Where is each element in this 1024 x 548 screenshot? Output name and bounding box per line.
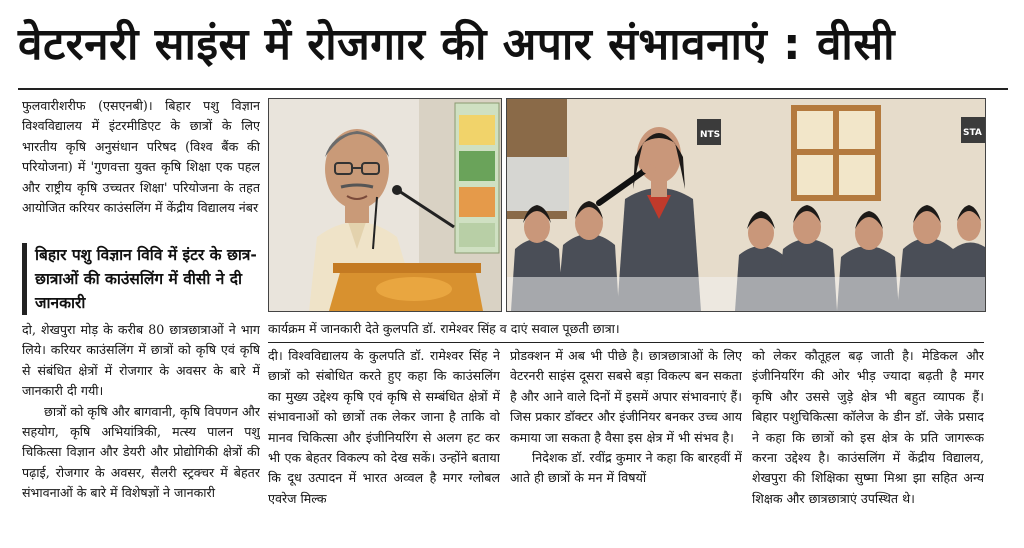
column-1-top-text	[22, 96, 260, 239]
column-2-text	[268, 346, 500, 544]
headline-rule	[18, 88, 1008, 90]
photo-speaker	[268, 98, 502, 312]
col1-top-paragraph: फुलवारीशरीफ (एसएनबी)। बिहार पशु विज्ञान विश्वविद्यालय में इंटरमीडिएट के छात्रों के लिए भारतीय कृषि अनुसंधान परिषद (विश्व बैंक की परियोजना) में 'गुणवत्ता युक्त कृषि शिक्षा एक पहल और राष्ट्रीय कृषि उच्चतर शिक्षा' परियोजना के तहत आयोजित करियर काउंसलिंग में केंद्रीय विद्यालय नंबर	[22, 98, 260, 216]
col4-paragraph-1: को लेकर कौतूहल बढ़ जाती है। मेडिकल और इंजीनियरिंग की ओर भीड़ ज्यादा बढ़ती है मगर कृषि और उससे जुड़े क्षेत्र भी बहुत व्यापक हैं। बिहार पशुचिकित्सा कॉलेज के डीन डॉ. जेके प्रसाद ने कहा कि छात्रों को इस क्षेत्र के प्रति जागरूक करना उद्देश्य है। काउंसलिंग में केंद्रीय विद्यालय, शेखपुरा की शिक्षिका सुष्मा मिश्रा झा सहित अन्य शिक्षक और छात्रछात्राएं उपस्थित थे।	[752, 348, 984, 506]
sign-text-1: NTS	[700, 130, 721, 140]
subheadline: बिहार पशु विज्ञान विवि में इंटर के छात्र-छात्राओं की काउंसलिंग में वीसी ने दी जानकारी	[22, 243, 267, 315]
sign-text-2: STA	[963, 128, 982, 138]
col3-paragraph-1: प्रोडक्शन में अब भी पीछे है। छात्रछात्राओं के लिए वेटरनरी साइंस दूसरा सबसे बड़ा विकल्प बन सकता है और आने वाले दिनों में इसमें अपार संभावनाएं हैं। जिस प्रकार डॉक्टर और इंजीनियर बनकर उच्च आय कमाया जा सकता है वैसा इस क्षेत्र में भी संभव है।	[510, 348, 742, 445]
students-photo-illustration	[507, 99, 985, 311]
headline: वेटरनरी साइंस में रोजगार की अपार संभावनाएं : वीसी	[18, 19, 895, 70]
column-1-bottom-text	[22, 320, 260, 544]
column-4-text	[752, 346, 984, 544]
column-3-text	[510, 346, 742, 544]
col3-paragraph-2: निदेशक डॉ. रवींद्र कुमार ने कहा कि बारहवीं में आते ही छात्रों के मन में विषयों	[510, 450, 742, 486]
photo-caption: कार्यक्रम में जानकारी देते कुलपति डॉ. रामेश्वर सिंह व दाएं सवाल पूछती छात्रा।	[268, 321, 620, 336]
col1-bottom-paragraph-1: दो, शेखपुरा मोड़ के करीब 80 छात्रछात्राओं ने भाग लिये। करियर काउंसलिंग में छात्रों को कृषि एवं कृषि से संबंधित क्षेत्रों में रोजगार के अवसर के बारे में जानकारी दी गयी।	[22, 322, 260, 399]
photo-students	[506, 98, 986, 312]
caption-rule	[268, 342, 984, 343]
col1-bottom-paragraph-2: छात्रों को कृषि और बागवानी, कृषि विपणन और सहयोग, कृषि अभियांत्रिकी, मत्स्य पालन पशु चिकित्सा विज्ञान और डेयरी और प्रोद्योगिकी क्षेत्रों की पढ़ाई, रोजगार के अवसर, सैलरी स्ट्रक्चर में बेहतर संभावनाओं के बारे में विशेषज्ञों ने जानकारी	[22, 403, 260, 501]
col2-paragraph-1: दी। विश्वविद्यालय के कुलपति डॉ. रामेश्वर सिंह ने छात्रों को संबोधित करते हुए कहा कि काउंसलिंग का मुख्य उद्देश्य कृषि एवं कृषि से सम्बंधित क्षेत्रों में संभावनाओं को छात्रों तक लेकर जाना है ताकि वो मानव चिकित्सा और इंजीनियरिंग से अलग हट कर भी एक बेहतर विकल्प को देख सकें। उन्होंने बताया कि दूध उत्पादन में भारत अव्वल है मगर ग्लोबल एवरेज मिल्क	[268, 348, 500, 506]
speaker-photo-illustration	[269, 99, 501, 311]
